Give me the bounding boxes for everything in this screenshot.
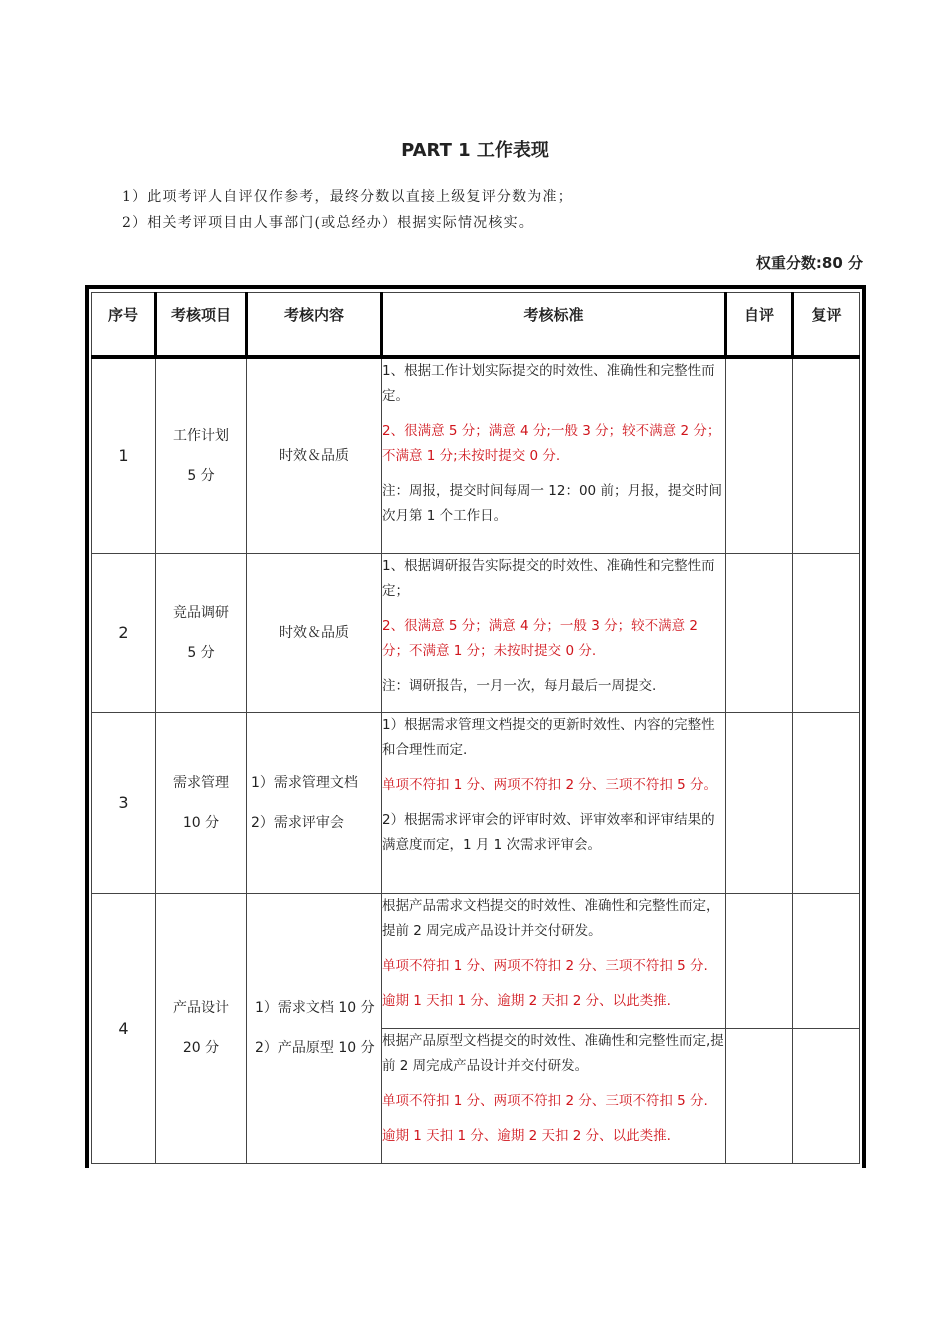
header-content: 考核内容 [247,293,382,358]
item-score: 10 分 [182,814,220,831]
criteria-text: 1、根据调研报告实际提交的时效性、准确性和完整性而定； [382,557,715,599]
row-criteria [382,357,726,553]
row-content [247,357,382,553]
content-line: 1）需求管理文档 [251,774,358,791]
criteria-text: 根据产品原型文档提交的时效性、准确性和完整性而定,提前 2 周完成产品设计并交付研发。 [382,1032,724,1074]
criteria-text: 2、很满意 5 分；满意 4 分；一般 3 分；较不满意 2 分；不满意 1 分；未按时提交 0 分. [382,617,698,659]
criteria-text: 注：调研报告，一月一次，每月最后一周提交. [382,677,657,694]
header-criteria: 考核标准 [382,293,726,358]
row-seq: 2 [92,553,156,712]
row-criteria [382,893,726,1028]
note-line: 1）此项考评人自评仅作参考，最终分数以直接上级复评分数为准； [122,189,573,205]
criteria-text: 逾期 1 天扣 1 分、逾期 2 天扣 2 分、以此类推. [382,1127,671,1144]
review-cell[interactable] [793,1028,860,1163]
criteria-text: 注：周报，提交时间每周一 12：00 前；月报，提交时间次月第 1 个工作日。 [382,483,722,524]
row-item [156,712,247,893]
header-review: 复评 [793,293,860,358]
content-line: 时效＆品质 [279,624,349,641]
table-row [92,553,860,712]
note-line: 2）相关考评项目由人事部门(或总经办）根据实际情况核实。 [122,215,534,231]
row-seq: 1 [92,357,156,553]
row-criteria [382,1028,726,1163]
item-score: 20 分 [182,1040,220,1056]
table-row [92,357,860,553]
table-row [92,893,860,1028]
review-cell[interactable] [793,712,860,893]
content-line: 时效＆品质 [279,447,349,464]
row-item [156,893,247,1163]
row-criteria [382,712,726,893]
review-cell[interactable] [793,553,860,712]
item-score: 5 分 [187,644,215,661]
row-seq: 3 [92,712,156,893]
item-name: 工作计划 [173,427,229,444]
self-eval-cell[interactable] [726,1028,793,1163]
item-name: 产品设计 [173,1000,229,1016]
row-item [156,553,247,712]
page-title: PART 1 工作表现 [401,140,549,161]
row-content [247,893,382,1163]
criteria-text: 单项不符扣 1 分、两项不符扣 2 分、三项不符扣 5 分. [382,1092,708,1109]
self-eval-cell[interactable] [726,893,793,1028]
row-criteria [382,553,726,712]
row-seq: 4 [92,893,156,1163]
self-eval-cell[interactable] [726,712,793,893]
criteria-text: 单项不符扣 1 分、两项不符扣 2 分、三项不符扣 5 分. [382,957,708,974]
header-item: 考核项目 [156,293,247,358]
row-item [156,357,247,553]
self-eval-cell[interactable] [726,357,793,553]
criteria-text: 1、根据工作计划实际提交的时效性、准确性和完整性而定。 [382,363,715,404]
item-score: 5 分 [187,467,215,484]
header-self-eval: 自评 [726,293,793,358]
criteria-text: 2、很满意 5 分；满意 4 分;一般 3 分；较不满意 2 分；不满意 1 分;未按时提交 0 分. [382,423,721,464]
header-seq: 序号 [92,293,156,358]
item-name: 竞品调研 [173,604,229,621]
self-eval-cell[interactable] [726,553,793,712]
weight-score: 权重分数:80 分 [755,254,863,272]
header-row [92,293,860,358]
evaluation-table [91,292,860,1164]
row-content [247,553,382,712]
review-cell[interactable] [793,357,860,553]
content-line: 2）需求评审会 [251,814,344,831]
criteria-text: 2）根据需求评审会的评审时效、评审效率和评审结果的满意度而定，1 月 1 次需求评审会。 [382,811,715,853]
content-line: 2）产品原型 10 分 [255,1040,375,1056]
item-name: 需求管理 [173,774,229,791]
criteria-text: 1）根据需求管理文档提交的更新时效性、内容的完整性和合理性而定. [382,716,715,758]
notes [122,184,573,236]
table-row [92,712,860,893]
criteria-text: 单项不符扣 1 分、两项不符扣 2 分、三项不符扣 5 分。 [382,776,718,793]
content-line: 1）需求文档 10 分 [255,1000,375,1016]
criteria-text: 逾期 1 天扣 1 分、逾期 2 天扣 2 分、以此类推. [382,992,671,1009]
review-cell[interactable] [793,893,860,1028]
criteria-text: 根据产品需求文档提交的时效性、准确性和完整性而定，提前 2 周完成产品设计并交付研发。 [382,897,720,939]
row-content [247,712,382,893]
